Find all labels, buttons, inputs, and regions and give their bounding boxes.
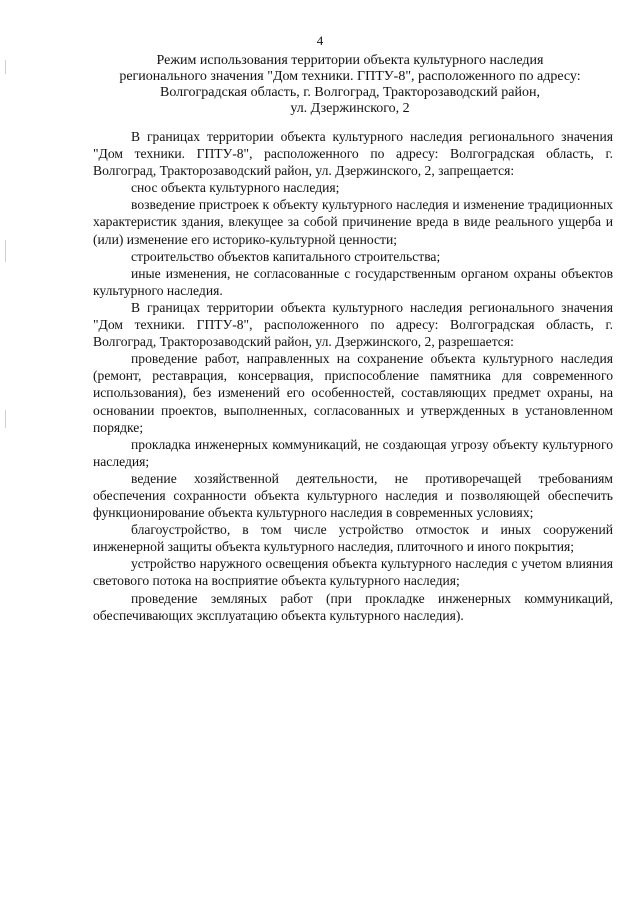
scan-edge-mark-middle (5, 240, 6, 262)
paragraph-item: возведение пристроек к объекту культурного наследия и изменение традиционных характеристик здания, влекущее за собой причинение вреда в виде реального ущерба и (или) изменение его историко-культурной ценности; (93, 197, 613, 247)
scan-edge-mark-lower (5, 410, 6, 428)
title-line: Режим использования территории объекта культурного наследия (156, 53, 544, 68)
paragraph-permitted-intro: В границах территории объекта культурного наследия регионального значения "Дом техники. ГПТУ-8", расположенного по адресу: Волгоградская область, г. Волгоград, Тракторозаводский район, ул. Дзержинского, 2, разрешается: (93, 299, 613, 350)
paragraph-item: благоустройство, в том числе устройство отмосток и иных сооружений инженерной защиты объекта культурного наследия, плиточного и иного покрытия; (93, 522, 613, 555)
paragraph-item: проведение работ, направленных на сохранение объекта культурного наследия (ремонт, реставрация, консервация, приспособление памятника для современного использования), без изменений его особенностей, составляющих предмет охраны, на основании проектов, выполненных, согласованных и утвержденных в установленном порядке; (93, 351, 613, 435)
paragraph-item: прокладка инженерных коммуникаций, не создающая угрозу объекту культурного наследия; (93, 436, 613, 469)
paragraph-item: строительство объектов капитального строительства; (131, 248, 441, 264)
paragraph-item: ведение хозяйственной деятельности, не противоречащей требованиям обеспечения сохранности объекта культурного наследия и позволяющей обеспечить функционирование объекта культурного наследия в современных условиях; (93, 470, 613, 521)
paragraph-item: устройство наружного освещения объекта культурного наследия с учетом влияния светового потока на восприятие объекта культурного наследия; (93, 556, 613, 589)
title-line: ул. Дзержинского, 2 (290, 101, 410, 116)
paragraph-item: проведение земляных работ (при прокладке инженерных коммуникаций, обеспечивающих эксплуатацию объекта культурного наследия). (93, 590, 613, 623)
title-line: Волгоградская область, г. Волгоград, Тракторозаводский район, (160, 85, 540, 100)
title-line: регионального значения "Дом техники. ГПТУ-8", расположенного по адресу: (119, 69, 581, 84)
paragraph-item: иные изменения, не согласованные с государственным органом охраны объектов культурного наследия. (93, 265, 613, 298)
scan-edge-mark-top (5, 60, 6, 74)
page-number: 4 (316, 33, 324, 48)
paragraph-item: снос объекта культурного наследия; (131, 180, 340, 196)
paragraph-prohibited-intro: В границах территории объекта культурного наследия регионального значения "Дом техники. ГПТУ-8", расположенного по адресу: Волгоградская область, г. Волгоград, Тракторозаводский район, ул. Дзержинского, 2, запрещается: (93, 129, 613, 179)
document-body (93, 128, 613, 624)
document-title (80, 53, 620, 117)
